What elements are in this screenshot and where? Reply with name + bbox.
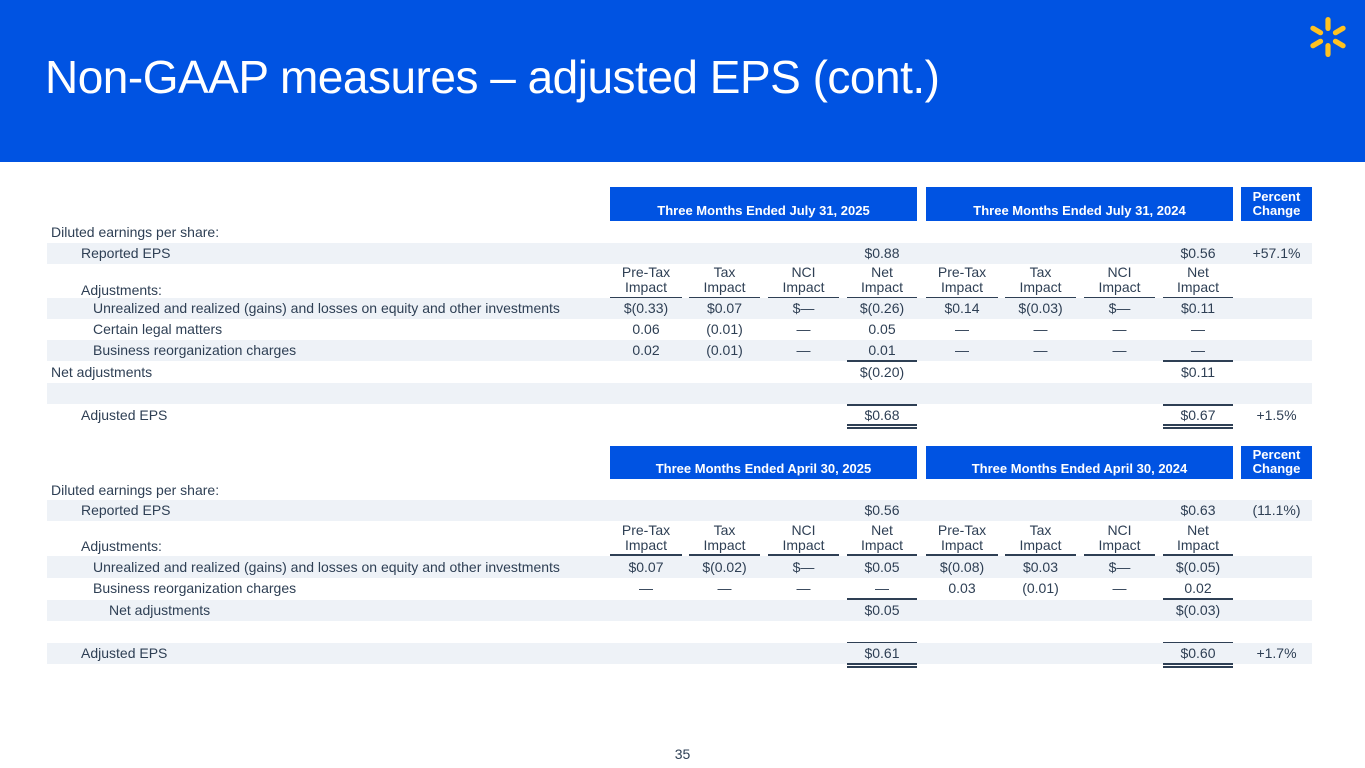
column-header: Pre-Tax Impact (621, 522, 671, 553)
reported-eps-a: $0.56 (864, 502, 900, 518)
slide-title: Non-GAAP measures – adjusted EPS (cont.) (45, 51, 940, 103)
total-double-underline (1163, 666, 1233, 668)
period-a-header: Three Months Ended April 30, 2025 (610, 446, 917, 479)
tax-impact-b: $0.03 (1022, 559, 1059, 575)
total-double-underline (847, 666, 917, 668)
net-impact-a: $0.05 (864, 559, 900, 575)
column-header: Net Impact (860, 264, 903, 295)
row-label: Adjustments: (81, 538, 162, 554)
nci-impact-b: $— (1108, 559, 1131, 575)
pretax-impact-b: $0.14 (944, 300, 980, 316)
tax-impact-b: (0.01) (1022, 580, 1059, 596)
pretax-impact-b: — (955, 321, 969, 337)
reported-eps-b: $0.56 (1180, 245, 1216, 261)
reported-eps-row (47, 500, 1312, 521)
nci-impact-a: — (796, 321, 811, 337)
total-double-underline (1163, 427, 1233, 429)
row-label: Reported EPS (81, 245, 171, 261)
row-label: Net adjustments (109, 602, 211, 618)
page-number: 35 (674, 746, 691, 762)
total-double-underline (1163, 663, 1233, 665)
row-label: Business reorganization charges (93, 342, 297, 358)
net-impact-b: $0.11 (1181, 300, 1215, 316)
net-adjustments-a: $(0.20) (859, 364, 905, 380)
adjusted-eps-row (47, 405, 1312, 426)
percent-change-header: Percent Change (1241, 187, 1312, 221)
column-header: Pre-Tax Impact (937, 264, 987, 295)
tax-impact-a: (0.01) (706, 342, 743, 358)
row-label: Diluted earnings per share: (51, 224, 220, 240)
nci-impact-a: $— (792, 559, 815, 575)
diluted-eps-label-row (47, 480, 1312, 500)
nci-impact-b: — (1112, 342, 1127, 358)
column-header: Tax Impact (703, 264, 746, 295)
total-double-underline (1163, 424, 1233, 426)
row-label: Net adjustments (51, 364, 153, 380)
row-label: Certain legal matters (93, 321, 223, 337)
row-label: Reported EPS (81, 502, 171, 518)
pretax-impact-a: $(0.33) (623, 300, 669, 316)
adjusted-eps-b: $0.67 (1180, 407, 1216, 423)
table-row (47, 319, 1312, 340)
row-label: Adjustments: (81, 282, 162, 298)
row-label: Business reorganization charges (93, 580, 297, 596)
column-header: Tax Impact (1019, 264, 1062, 295)
tax-impact-b: $(0.03) (1018, 300, 1063, 316)
row-label: Adjusted EPS (81, 407, 168, 423)
nci-impact-b: — (1112, 580, 1127, 596)
adjusted-eps-a: $0.68 (864, 407, 900, 423)
reported-eps-pct: (11.1%) (1252, 502, 1301, 518)
pretax-impact-b: — (955, 342, 969, 358)
pretax-impact-a: 0.02 (632, 342, 660, 358)
column-header: Net Impact (1176, 264, 1219, 295)
net-adjustments-row (47, 600, 1312, 621)
column-header: Net Impact (1176, 522, 1219, 553)
total-double-underline (847, 427, 917, 429)
adjusted-eps-a: $0.61 (864, 645, 900, 661)
pretax-impact-a: 0.06 (632, 321, 660, 337)
net-adjustments-a: $0.05 (864, 602, 900, 618)
net-impact-b: — (1191, 342, 1205, 358)
column-header: Tax Impact (703, 522, 746, 553)
nci-impact-b: — (1112, 321, 1127, 337)
tax-impact-a: $(0.02) (702, 559, 747, 575)
adjusted-eps-b: $0.60 (1180, 645, 1216, 661)
pretax-impact-a: — (639, 580, 653, 596)
tax-impact-a: (0.01) (706, 321, 743, 337)
net-impact-b: — (1191, 321, 1205, 337)
column-header: Pre-Tax Impact (621, 264, 671, 295)
column-header: Net Impact (860, 522, 903, 553)
walmart-spark-icon (1305, 14, 1351, 60)
column-header: NCI Impact (782, 522, 825, 553)
percent-change-header: Percent Change (1241, 446, 1312, 479)
column-header: NCI Impact (1098, 522, 1141, 553)
tax-impact-a: — (717, 580, 732, 596)
column-header: Tax Impact (1019, 522, 1062, 553)
pretax-impact-b: $(0.08) (939, 559, 985, 575)
pretax-impact-b: 0.03 (948, 580, 976, 596)
spacer-row (47, 383, 1312, 404)
nci-impact-a: — (796, 580, 811, 596)
net-adjustments-b: $0.11 (1181, 364, 1215, 380)
period-b-header: Three Months Ended April 30, 2024 (926, 446, 1233, 479)
row-label: Adjusted EPS (81, 645, 168, 661)
tax-impact-a: $0.07 (706, 300, 743, 316)
table-row (47, 340, 1312, 361)
table-row (47, 556, 1312, 578)
net-impact-a: 0.05 (868, 321, 896, 337)
adjusted-eps-pct: +1.7% (1256, 645, 1297, 661)
total-double-underline (847, 424, 917, 426)
reported-eps-a: $0.88 (864, 245, 900, 261)
net-impact-a: $(0.26) (859, 300, 905, 316)
period-a-header: Three Months Ended July 31, 2025 (610, 187, 917, 221)
nci-impact-a: — (796, 342, 811, 358)
tax-impact-b: — (1033, 342, 1048, 358)
net-adjustments-row (47, 362, 1312, 383)
adjusted-eps-pct: +1.5% (1256, 407, 1297, 423)
column-header: NCI Impact (782, 264, 825, 295)
net-impact-a: — (875, 580, 889, 596)
nci-impact-a: $— (792, 300, 815, 316)
total-double-underline (847, 663, 917, 665)
reported-eps-row (47, 243, 1312, 264)
net-impact-b: $(0.05) (1175, 559, 1221, 575)
reported-eps-b: $0.63 (1180, 502, 1216, 518)
nci-impact-b: $— (1108, 300, 1131, 316)
period-b-header: Three Months Ended July 31, 2024 (926, 187, 1233, 221)
reported-eps-pct: +57.1% (1252, 245, 1301, 261)
column-header: NCI Impact (1098, 264, 1141, 295)
row-label: Diluted earnings per share: (51, 482, 220, 498)
tax-impact-b: — (1033, 321, 1048, 337)
pretax-impact-a: $0.07 (628, 559, 664, 575)
net-impact-a: 0.01 (868, 342, 896, 358)
table-row (47, 298, 1312, 319)
adjusted-eps-row (47, 643, 1312, 664)
row-label: Unrealized and realized (gains) and losses on equity and other investments (93, 300, 560, 316)
net-impact-b: 0.02 (1184, 580, 1212, 596)
diluted-eps-label-row (47, 222, 1312, 243)
net-adjustments-b: $(0.03) (1175, 602, 1221, 618)
table-row (47, 578, 1312, 599)
column-header: Pre-Tax Impact (937, 522, 987, 553)
row-label: Unrealized and realized (gains) and losses on equity and other investments (93, 559, 560, 575)
